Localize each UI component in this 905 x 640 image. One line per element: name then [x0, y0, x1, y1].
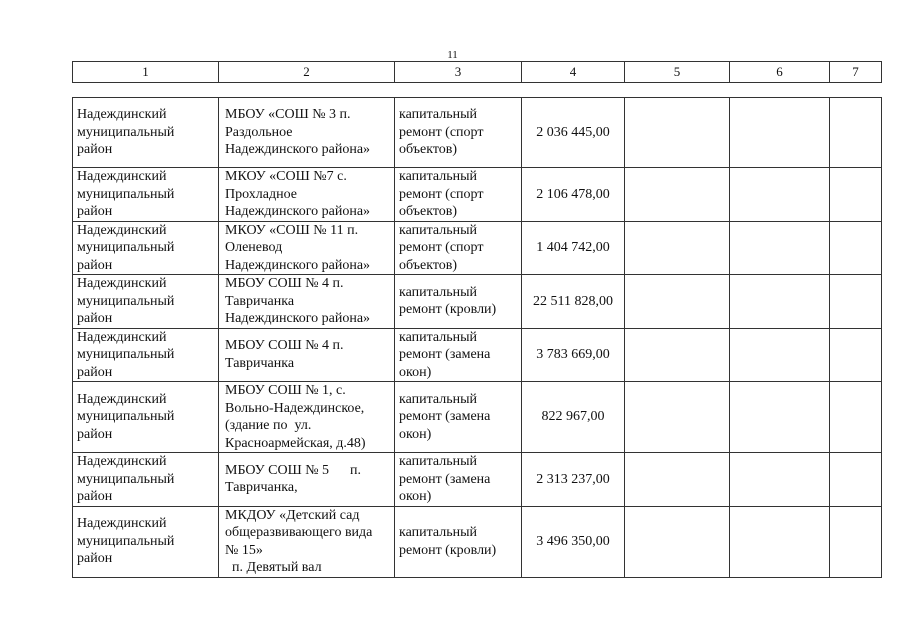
table-row: [73, 506, 882, 577]
table-row: [73, 382, 882, 453]
column-number-row: [73, 62, 882, 83]
institution-cell-line: МБОУ СОШ № 5 п.: [225, 462, 362, 478]
empty-cell-7: [830, 221, 882, 275]
district-cell-line: район: [77, 426, 113, 442]
column-number-header: [72, 61, 882, 83]
amount-cell: 2 106 478,00: [522, 168, 625, 222]
table-row: [73, 275, 882, 329]
page-number: 11: [447, 49, 458, 61]
institution-cell-line: № 15»: [225, 542, 263, 558]
amount-cell: 3 783 669,00: [522, 328, 625, 382]
district-cell: [73, 168, 219, 222]
column-number-6: 6: [730, 62, 830, 83]
empty-cell-5: [625, 275, 730, 329]
work-type-cell: [395, 221, 522, 275]
work-type-cell-line: окон): [399, 489, 432, 504]
work-type-cell-line: объектов): [399, 142, 458, 158]
institution-cell-line: Оленевод: [225, 240, 283, 255]
district-cell: [73, 221, 219, 275]
empty-cell-7: [830, 275, 882, 329]
institution-cell-line: Тавричанка: [225, 355, 295, 371]
institution-cell-line: Красноармейская, д.48): [225, 435, 366, 451]
table-row: [73, 98, 882, 168]
work-type-cell-line: капитальный: [399, 525, 477, 540]
amount-cell: 1 404 742,00: [522, 221, 625, 275]
district-cell-line: Надеждинский: [77, 107, 167, 123]
institution-cell-line: МКДОУ «Детский сад: [225, 507, 360, 523]
institution-cell: [219, 168, 395, 222]
district-cell-line: Надеждинский: [77, 329, 167, 345]
institution-cell-line: Надеждинского района»: [225, 257, 371, 273]
table-row: [73, 453, 882, 507]
work-type-cell-line: ремонт (спорт: [399, 240, 484, 255]
district-cell: [73, 453, 219, 507]
empty-cell-7: [830, 382, 882, 453]
empty-cell-7: [830, 328, 882, 382]
empty-cell-7: [830, 98, 882, 168]
work-type-cell-line: ремонт (кровли): [399, 302, 497, 318]
institution-cell-line: МБОУ СОШ № 4 п.: [225, 338, 344, 354]
institution-cell: [219, 221, 395, 275]
institution-cell-line: Тавричанка: [225, 293, 295, 309]
work-type-cell-line: ремонт (замена: [399, 471, 491, 487]
work-type-cell: [395, 168, 522, 222]
work-type-cell-line: окон): [399, 364, 432, 380]
empty-cell-6: [730, 328, 830, 382]
table-row: [73, 168, 882, 222]
district-cell-line: район: [77, 489, 113, 504]
empty-cell-5: [625, 328, 730, 382]
empty-cell-6: [730, 382, 830, 453]
work-type-cell: [395, 506, 522, 577]
repair-works-table: [72, 97, 882, 578]
institution-cell-line: Прохладное: [225, 186, 297, 202]
district-cell: [73, 506, 219, 577]
district-cell-line: муниципальный: [77, 240, 175, 255]
work-type-cell-line: ремонт (спорт: [399, 124, 484, 140]
empty-cell-6: [730, 275, 830, 329]
work-type-cell-line: капитальный: [399, 454, 477, 469]
work-type-cell-line: капитальный: [399, 391, 477, 407]
column-number-2: 2: [219, 62, 395, 83]
work-type-cell: [395, 382, 522, 453]
district-cell-line: Надеждинский: [77, 516, 167, 532]
table-row: [73, 221, 882, 275]
institution-cell: [219, 506, 395, 577]
district-cell-line: район: [77, 364, 113, 380]
institution-cell: [219, 275, 395, 329]
work-type-cell: [395, 98, 522, 168]
work-type-cell-line: ремонт (замена: [399, 409, 491, 425]
column-number-4: 4: [522, 62, 625, 83]
empty-cell-5: [625, 382, 730, 453]
work-type-cell-line: объектов): [399, 204, 458, 219]
work-type-cell-line: капитальный: [399, 284, 477, 300]
district-cell-line: район: [77, 204, 113, 219]
column-number-1: 1: [73, 62, 219, 83]
amount-cell: 22 511 828,00: [522, 275, 625, 329]
empty-cell-7: [830, 168, 882, 222]
empty-cell-6: [730, 98, 830, 168]
work-type-cell-line: капитальный: [399, 107, 477, 123]
institution-cell-line: Надеждинского района»: [225, 311, 371, 326]
institution-cell-line: (здание по ул.: [225, 418, 312, 433]
amount-cell: 822 967,00: [522, 382, 625, 453]
district-cell-line: Надеждинский: [77, 222, 167, 238]
district-cell: [73, 275, 219, 329]
institution-cell: [219, 98, 395, 168]
district-cell-line: Надеждинский: [77, 276, 167, 291]
district-cell-line: Надеждинский: [77, 454, 167, 469]
work-type-cell-line: объектов): [399, 257, 458, 273]
work-type-cell-line: ремонт (спорт: [399, 186, 484, 202]
district-cell-line: район: [77, 311, 113, 326]
empty-cell-5: [625, 453, 730, 507]
institution-cell-line: МКОУ «СОШ № 11 п.: [225, 222, 359, 238]
institution-cell: [219, 382, 395, 453]
district-cell-line: Надеждинский: [77, 169, 167, 184]
district-cell-line: муниципальный: [77, 347, 175, 362]
empty-cell-5: [625, 168, 730, 222]
district-cell-line: район: [77, 551, 113, 567]
work-type-cell-line: окон): [399, 426, 432, 442]
district-cell-line: муниципальный: [77, 409, 175, 425]
column-number-7: 7: [830, 62, 882, 83]
work-type-cell: [395, 275, 522, 329]
institution-cell-line: МКОУ «СОШ №7 с.: [225, 169, 347, 184]
work-type-cell-line: капитальный: [399, 329, 477, 345]
district-cell-line: Надеждинский: [77, 391, 167, 407]
institution-cell-line: п. Девятый вал: [225, 560, 322, 575]
institution-cell-line: Вольно-Надеждинское,: [225, 400, 365, 416]
work-type-cell-line: капитальный: [399, 169, 477, 184]
empty-cell-6: [730, 453, 830, 507]
empty-cell-7: [830, 506, 882, 577]
institution-cell-line: Надеждинского района»: [225, 142, 371, 158]
institution-cell-line: МБОУ «СОШ № 3 п.: [225, 107, 351, 123]
amount-cell: 2 036 445,00: [522, 98, 625, 168]
work-type-cell-line: ремонт (замена: [399, 347, 491, 362]
amount-cell: 3 496 350,00: [522, 506, 625, 577]
district-cell-line: муниципальный: [77, 293, 175, 309]
district-cell-line: район: [77, 142, 113, 158]
institution-cell: [219, 328, 395, 382]
institution-cell: [219, 453, 395, 507]
empty-cell-5: [625, 98, 730, 168]
work-type-cell-line: ремонт (кровли): [399, 542, 497, 558]
institution-cell-line: общеразвивающего вида: [225, 525, 373, 540]
empty-cell-6: [730, 221, 830, 275]
empty-cell-6: [730, 168, 830, 222]
district-cell: [73, 328, 219, 382]
district-cell: [73, 98, 219, 168]
table-row: [73, 328, 882, 382]
district-cell-line: муниципальный: [77, 471, 175, 487]
district-cell-line: муниципальный: [77, 124, 175, 140]
institution-cell-line: Надеждинского района»: [225, 204, 371, 219]
work-type-cell-line: капитальный: [399, 222, 477, 238]
institution-cell-line: Тавричанка,: [225, 480, 298, 496]
table-body: [73, 98, 882, 578]
district-cell-line: муниципальный: [77, 186, 175, 202]
empty-cell-6: [730, 506, 830, 577]
institution-cell-line: МБОУ СОШ № 4 п.: [225, 276, 344, 291]
work-type-cell: [395, 328, 522, 382]
district-cell: [73, 382, 219, 453]
empty-cell-7: [830, 453, 882, 507]
empty-cell-5: [625, 506, 730, 577]
amount-cell: 2 313 237,00: [522, 453, 625, 507]
institution-cell-line: Раздольное: [225, 124, 293, 140]
district-cell-line: район: [77, 257, 113, 273]
column-number-5: 5: [625, 62, 730, 83]
column-number-3: 3: [395, 62, 522, 83]
empty-cell-5: [625, 221, 730, 275]
work-type-cell: [395, 453, 522, 507]
institution-cell-line: МБОУ СОШ № 1, с.: [225, 383, 346, 398]
district-cell-line: муниципальный: [77, 533, 175, 549]
